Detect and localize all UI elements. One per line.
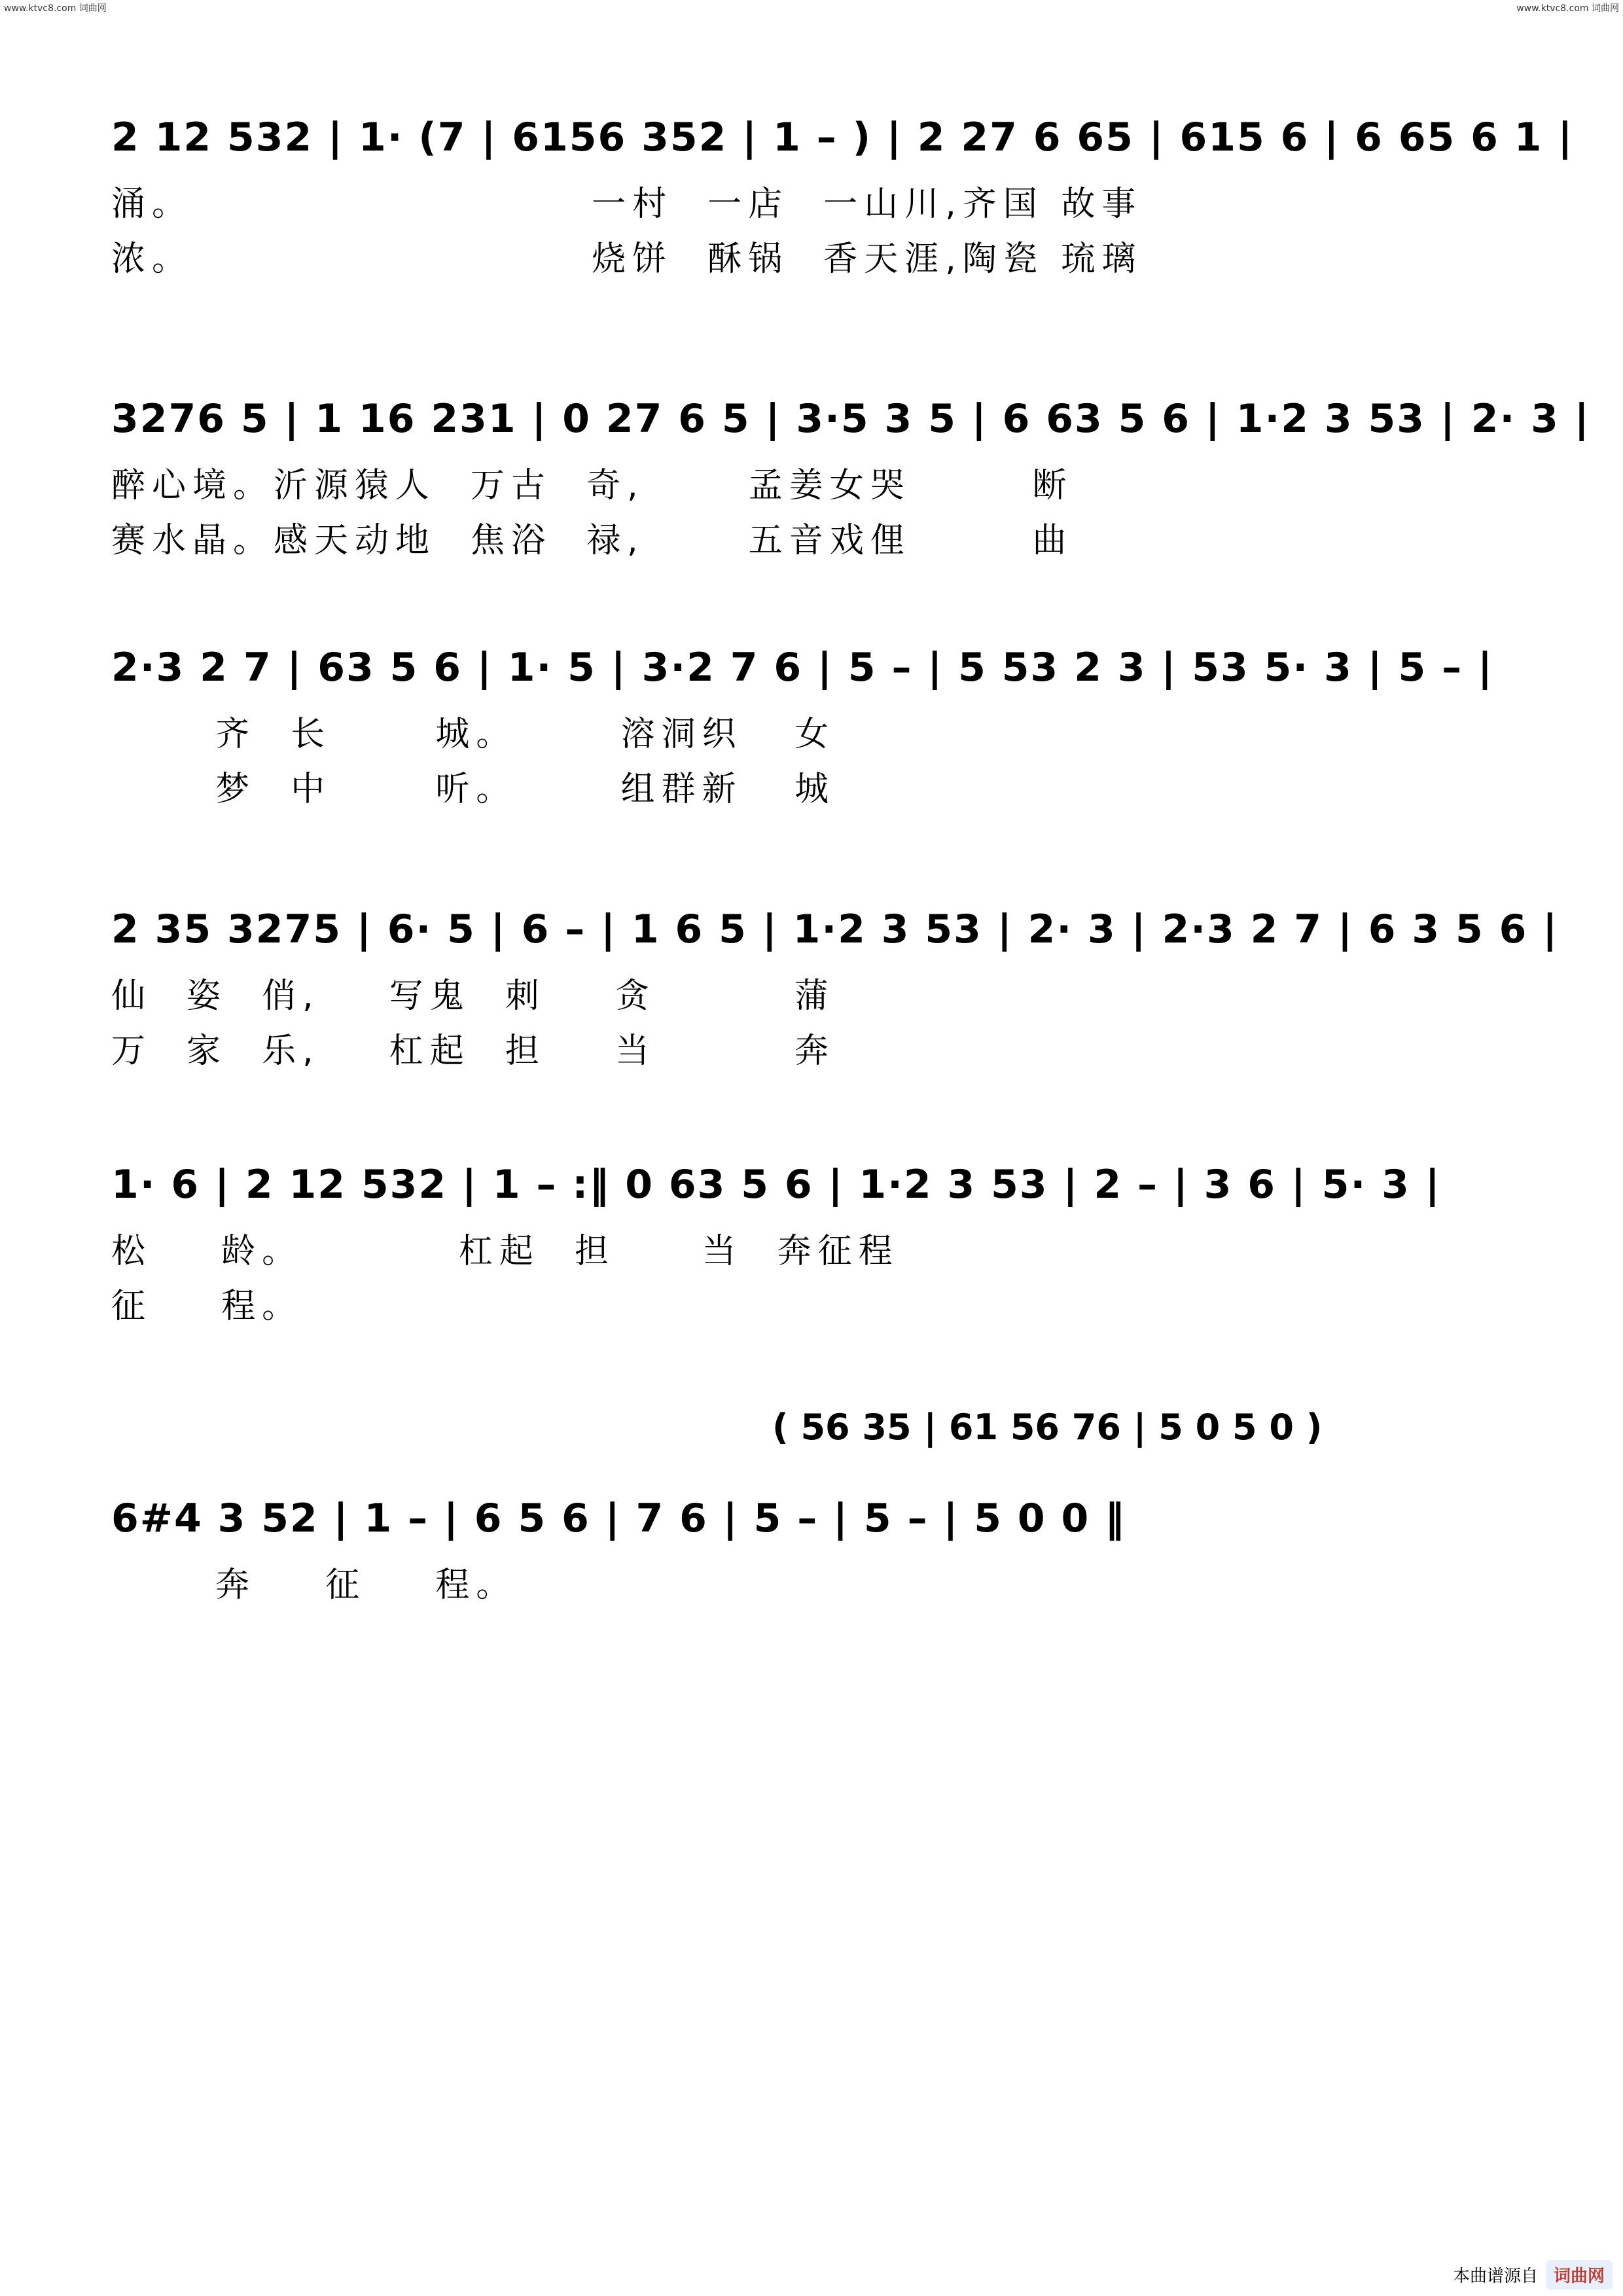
notation-line	[111, 1145, 1512, 1224]
watermark-left: www.ktvc8.com 词曲网	[4, 3, 107, 14]
lyrics-verse-2: 梦 中 听。 组群新 城	[111, 770, 836, 809]
score-system-4	[111, 890, 1559, 1079]
lyrics-verse-2: 万 家 乐, 杠起 担 当 奔	[111, 1031, 836, 1071]
score-system-1	[111, 98, 1574, 287]
lyrics-verse-2: 浓。 烧饼 酥锅 香天涯,陶瓷 琉璃	[111, 240, 1143, 279]
lyrics-verse-1: 松 龄。 杠起 担 当 奔征程	[111, 1232, 899, 1271]
notes-text: 6#4 3 52 | 1 – | 6 5 6 | 7 6 | 5 – | 5 – | 5 0 0 ‖	[111, 1496, 1126, 1541]
notes-text: 2 35 3275 | 6· 5 | 6 – | 1 6 5 | 1·2 3 53 | 2· 3 | 2·3 2 7 | 6 3 5 6 |	[111, 906, 1559, 952]
lyrics-verse-1: 仙 姿 俏, 写鬼 刺 贪 蒲	[111, 977, 836, 1016]
notes-text: 2·3 2 7 | 63 5 6 | 1· 5 | 3·2 7 6 | 5 – | 5 53 2 3 | 53 5· 3 | 5 – |	[111, 645, 1493, 691]
instrumental-interlude	[772, 1397, 1322, 1456]
lyrics-verse-2: 征 程。	[111, 1287, 303, 1326]
score-system-3	[111, 628, 1512, 817]
notation-line	[111, 890, 1559, 969]
interlude-text: ( 56 35 | 61 56 76 | 5 0 5 0 )	[772, 1406, 1323, 1448]
lyrics-verse-1: 醉心境。沂源猿人 万古 奇, 孟姜女哭 断	[111, 466, 1073, 505]
notes-text: 2 12 532 | 1· (7 | 6156 352 | 1 – ) | 2 27 6 65 | 615 6 | 6 65 6 1 |	[111, 115, 1574, 160]
score-system-5	[111, 1145, 1512, 1334]
source-text: 本曲谱源自	[1452, 2267, 1538, 2286]
lyrics-verse-1: 齐 长 城。 溶洞织 女	[111, 715, 836, 754]
notation-line	[111, 1479, 1512, 1558]
notes-text: 3276 5 | 1 16 231 | 0 27 6 5 | 3·5 3 5 | 6 63 5 6 | 1·2 3 53 | 2· 3 |	[111, 396, 1590, 442]
notation-line	[111, 628, 1512, 707]
watermark-right: www.ktvc8.com 词曲网	[1516, 3, 1619, 14]
notes-text: 1· 6 | 2 12 532 | 1 – :‖ 0 63 5 6 | 1·2 3 53 | 2 – | 3 6 | 5· 3 |	[111, 1162, 1441, 1208]
lyrics-verse-1: 涌。 一村 一店 一山川,齐国 故事	[111, 185, 1143, 224]
footer	[1453, 2260, 1613, 2289]
score-system-2	[111, 380, 1590, 568]
notation-line	[111, 380, 1590, 458]
lyrics-verse-2: 赛水晶。感天动地 焦浴 禄, 五音戏俚 曲	[111, 521, 1073, 560]
brand-logo[interactable]: 词曲网	[1546, 2260, 1613, 2289]
notation-line	[111, 98, 1574, 177]
score-system-final	[111, 1479, 1512, 1613]
lyrics-final: 奔 征 程。	[111, 1566, 517, 1605]
